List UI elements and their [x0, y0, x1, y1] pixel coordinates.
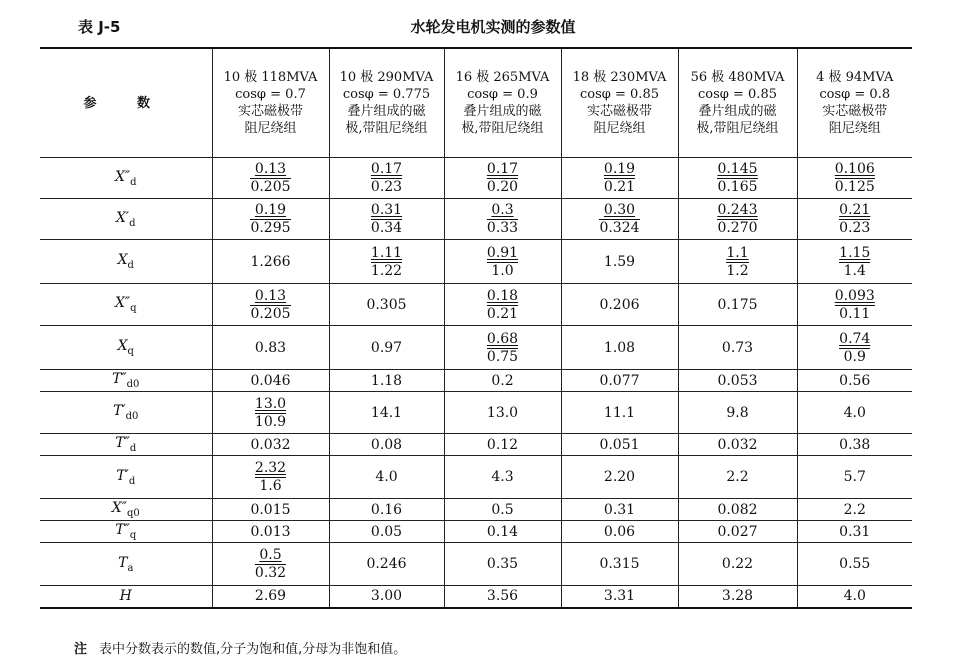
value: 0.053	[717, 372, 758, 389]
value-cell	[797, 240, 912, 284]
value: 0.5	[491, 501, 514, 518]
column-header-line: 10 极 290MVA	[339, 70, 434, 85]
value-cell	[212, 370, 329, 392]
value-cell	[212, 499, 329, 521]
param-cell	[40, 326, 212, 370]
param-name: $T''_q$	[115, 522, 137, 541]
denominator: 10.9	[254, 413, 287, 430]
fraction-value	[604, 161, 635, 195]
fraction-value	[839, 331, 870, 365]
numerator: 0.18	[486, 287, 519, 304]
value: 0.35	[486, 556, 519, 572]
fraction-value	[487, 245, 518, 279]
param-name: $T'_d$	[116, 467, 136, 487]
value-cell	[561, 199, 678, 240]
value: 11.1	[603, 404, 636, 421]
param-name: $X''_q$	[114, 295, 137, 314]
table-number: 表 J-5	[78, 18, 121, 36]
fraction-value	[717, 202, 757, 236]
param-cell	[40, 543, 212, 586]
denominator: 0.34	[370, 220, 403, 236]
value: 3.28	[721, 588, 754, 605]
numerator: 0.17	[486, 161, 519, 177]
column-header-line: cosφ = 0.8	[819, 87, 891, 102]
fraction-value	[726, 245, 748, 279]
value-cell	[678, 543, 797, 586]
value: 0.31	[603, 501, 636, 518]
value-cell	[797, 499, 912, 521]
denominator: 0.205	[250, 179, 291, 195]
fraction-value	[255, 460, 286, 494]
value-cell	[212, 240, 329, 284]
value-cell	[212, 392, 329, 434]
value-cell	[329, 240, 444, 284]
value-cell	[329, 370, 444, 392]
numerator: 0.74	[839, 330, 871, 347]
column-header-line: 叠片组成的磁	[698, 104, 777, 119]
column-header-line: 极,带阻尼绕组	[696, 121, 779, 136]
value-cell	[561, 284, 678, 326]
value-cell	[212, 199, 329, 240]
value-cell	[678, 326, 797, 370]
column-header	[329, 48, 444, 158]
denominator: 0.32	[254, 565, 287, 581]
column-header-line: cosφ = 0.9	[467, 87, 538, 102]
value-cell	[329, 499, 444, 521]
value: 0.206	[599, 296, 640, 313]
value: 0.175	[717, 296, 758, 313]
value: 0.06	[603, 523, 636, 540]
numerator: 1.1	[726, 244, 749, 261]
header-row	[40, 48, 912, 158]
value: 0.2	[491, 372, 514, 389]
value: 2.20	[603, 469, 636, 485]
value-cell	[678, 434, 797, 456]
column-header-line: cosφ = 0.7	[235, 87, 306, 102]
fraction-value	[371, 202, 402, 236]
value: 5.7	[843, 469, 866, 485]
param-name: H	[119, 588, 132, 605]
value-cell	[797, 370, 912, 392]
value: 0.97	[370, 339, 403, 356]
param-cell	[40, 434, 212, 456]
numerator: 0.91	[486, 244, 519, 261]
value-cell	[444, 284, 561, 326]
table-row	[40, 326, 912, 370]
param-name: $T''_{d0}$	[112, 371, 140, 390]
value-cell	[797, 392, 912, 434]
denominator: 0.11	[835, 305, 875, 322]
fraction-value	[371, 245, 402, 279]
value: 0.077	[599, 372, 640, 389]
fraction-value	[250, 161, 290, 195]
value: 0.73	[721, 339, 754, 356]
value-cell	[797, 284, 912, 326]
value: 0.051	[599, 436, 640, 453]
fraction-value	[250, 202, 290, 236]
column-header	[212, 48, 329, 158]
value: 2.2	[843, 501, 866, 518]
table-title: 水轮发电机实测的参数值	[410, 18, 576, 36]
value-cell	[329, 199, 444, 240]
value: 0.032	[717, 436, 758, 453]
column-header-line: cosφ = 0.775	[342, 87, 431, 102]
value: 0.315	[599, 556, 640, 572]
param-cell	[40, 392, 212, 434]
value-cell	[678, 586, 797, 608]
value-cell	[444, 199, 561, 240]
column-header-line: cosφ = 0.85	[580, 87, 659, 102]
numerator: 0.13	[254, 161, 287, 177]
denominator: 0.9	[839, 348, 870, 365]
value: 2.2	[726, 469, 749, 485]
value-cell	[561, 370, 678, 392]
param-name: $X'_d$	[115, 209, 136, 229]
table-row	[40, 543, 912, 586]
value-cell	[678, 499, 797, 521]
column-header-line: cosφ = 0.85	[698, 87, 777, 102]
param-cell	[40, 284, 212, 326]
column-header-line: 实芯磁极带	[822, 104, 888, 119]
param-name: $T'_{d0}$	[113, 403, 139, 422]
numerator: 0.243	[717, 202, 758, 218]
param-cell	[40, 586, 212, 608]
column-header	[444, 48, 561, 158]
denominator: 1.6	[255, 477, 286, 494]
table-row	[40, 158, 912, 199]
value: 0.38	[839, 436, 871, 453]
column-header-line: 极,带阻尼绕组	[345, 121, 428, 136]
fraction-value	[835, 161, 875, 195]
table-row	[40, 499, 912, 521]
value-cell	[561, 456, 678, 499]
value: 2.69	[254, 588, 287, 605]
value-cell	[329, 326, 444, 370]
value-cell	[797, 456, 912, 499]
value-cell	[329, 586, 444, 608]
denominator: 0.205	[250, 305, 291, 322]
param-name: $X_q$	[117, 338, 134, 357]
value: 14.1	[370, 404, 403, 421]
value: 1.266	[250, 253, 291, 270]
value-cell	[561, 158, 678, 199]
value: 0.83	[254, 339, 287, 356]
value-cell	[797, 434, 912, 456]
param-name: $T_a$	[118, 554, 134, 574]
denominator: 0.23	[839, 220, 871, 236]
column-header-line: 阻尼绕组	[593, 121, 646, 136]
value-cell	[678, 158, 797, 199]
numerator: 0.68	[486, 330, 519, 347]
value: 0.12	[486, 436, 519, 453]
numerator: 0.106	[834, 161, 875, 177]
fraction-value	[599, 202, 639, 236]
value: 0.31	[839, 523, 871, 540]
value-cell	[561, 434, 678, 456]
numerator: 2.32	[254, 460, 287, 476]
denominator: 0.23	[370, 179, 403, 195]
denominator: 0.295	[250, 220, 291, 236]
value-cell	[678, 392, 797, 434]
numerator: 0.31	[370, 202, 403, 218]
table-row	[40, 392, 912, 434]
value-cell	[444, 326, 561, 370]
value-cell	[444, 456, 561, 499]
column-header-line: 10 极 118MVA	[223, 70, 318, 85]
column-header-line: 阻尼绕组	[828, 121, 881, 136]
table-note	[74, 638, 406, 657]
numerator: 0.145	[717, 161, 758, 177]
value: 3.56	[486, 588, 519, 605]
value-cell	[444, 392, 561, 434]
column-header	[561, 48, 678, 158]
value-cell	[444, 240, 561, 284]
value-cell	[561, 392, 678, 434]
value-cell	[678, 199, 797, 240]
column-header-line: 实芯磁极带	[586, 104, 652, 119]
fraction-value	[835, 288, 875, 322]
param-name: $T''_d$	[115, 435, 137, 454]
column-header-line: 叠片组成的磁	[463, 104, 542, 119]
value: 0.14	[486, 523, 519, 540]
fraction-value	[717, 161, 757, 195]
denominator: 0.20	[486, 179, 519, 195]
value: 0.013	[250, 523, 291, 540]
fraction-value	[487, 331, 518, 365]
column-header	[678, 48, 797, 158]
fraction-value	[255, 547, 286, 581]
value-cell	[212, 326, 329, 370]
value-cell	[444, 521, 561, 543]
value: 1.18	[370, 372, 403, 389]
note-text: 表中分数表示的数值,分子为饱和值,分母为非饱和值。	[99, 642, 407, 657]
numerator: 1.15	[839, 244, 871, 261]
value-cell	[797, 521, 912, 543]
value: 9.8	[726, 404, 749, 421]
value-cell	[444, 586, 561, 608]
param-name: $X''_{q0}$	[111, 500, 140, 519]
value-cell	[212, 543, 329, 586]
value-cell	[212, 456, 329, 499]
value-cell	[329, 158, 444, 199]
param-cell	[40, 240, 212, 284]
value-cell	[329, 543, 444, 586]
value: 0.55	[839, 556, 871, 572]
value-cell	[678, 521, 797, 543]
numerator: 0.093	[834, 287, 875, 304]
value-cell	[561, 543, 678, 586]
param-cell	[40, 199, 212, 240]
value-cell	[678, 284, 797, 326]
value: 0.22	[721, 556, 754, 572]
value: 0.082	[717, 501, 758, 518]
value: 3.00	[370, 588, 403, 605]
value-cell	[212, 434, 329, 456]
param-cell	[40, 521, 212, 543]
denominator: 0.165	[717, 179, 758, 195]
fraction-value	[839, 202, 870, 236]
numerator: 0.13	[254, 287, 287, 304]
denominator: 1.0	[487, 262, 518, 279]
table-row	[40, 456, 912, 499]
fraction-value	[487, 288, 518, 322]
value-cell	[797, 326, 912, 370]
param-name: $X''_d$	[114, 168, 137, 188]
value: 0.046	[250, 372, 291, 389]
value: 4.0	[843, 588, 866, 605]
value: 0.246	[366, 556, 407, 572]
value: 0.56	[839, 372, 871, 389]
denominator: 1.2	[726, 262, 749, 279]
denominator: 0.21	[486, 305, 519, 322]
param-name: $X_d$	[117, 252, 134, 271]
param-column-header: 参 数	[40, 48, 212, 158]
value-cell	[444, 434, 561, 456]
value: 0.08	[370, 436, 403, 453]
column-header-line: 叠片组成的磁	[347, 104, 426, 119]
fraction-value	[255, 396, 286, 430]
denominator: 0.33	[486, 220, 519, 236]
table-row	[40, 521, 912, 543]
value-cell	[444, 158, 561, 199]
denominator: 0.21	[603, 179, 636, 195]
denominator: 1.22	[370, 262, 403, 279]
value: 4.3	[491, 469, 514, 485]
numerator: 0.5	[259, 547, 282, 563]
table-body	[40, 158, 912, 608]
fraction-value	[487, 161, 518, 195]
value-cell	[329, 392, 444, 434]
value-cell	[329, 521, 444, 543]
value-cell	[329, 456, 444, 499]
param-cell	[40, 370, 212, 392]
value-cell	[797, 586, 912, 608]
value-cell	[797, 199, 912, 240]
numerator: 0.3	[491, 202, 514, 218]
column-header-line: 18 极 230MVA	[572, 70, 667, 85]
param-cell	[40, 158, 212, 199]
column-header-line: 4 极 94MVA	[816, 70, 894, 85]
fraction-value	[487, 202, 518, 236]
numerator: 0.19	[254, 202, 287, 218]
value-cell	[329, 434, 444, 456]
fraction-value	[371, 161, 402, 195]
column-header	[797, 48, 912, 158]
param-cell	[40, 499, 212, 521]
note-label: 注	[74, 642, 88, 657]
value: 0.027	[717, 523, 758, 540]
value: 0.032	[250, 436, 291, 453]
denominator: 0.75	[486, 348, 519, 365]
value: 4.0	[375, 469, 398, 485]
fraction-value	[250, 288, 290, 322]
value-cell	[678, 456, 797, 499]
value: 3.31	[603, 588, 636, 605]
value-cell	[329, 284, 444, 326]
denominator: 0.125	[834, 179, 875, 195]
value: 4.0	[843, 404, 866, 421]
value-cell	[678, 370, 797, 392]
column-header-line: 16 极 265MVA	[455, 70, 550, 85]
table-row	[40, 240, 912, 284]
table-row	[40, 370, 912, 392]
denominator: 0.324	[599, 220, 640, 236]
numerator: 13.0	[254, 395, 287, 412]
column-header-line: 实芯磁极带	[237, 104, 303, 119]
value-cell	[561, 326, 678, 370]
value: 0.305	[366, 296, 407, 313]
column-header-line: 阻尼绕组	[244, 121, 297, 136]
value-cell	[444, 499, 561, 521]
fraction-value	[839, 245, 870, 279]
value-cell	[678, 240, 797, 284]
value: 13.0	[486, 404, 519, 421]
value: 0.05	[370, 523, 403, 540]
column-header-line: 56 极 480MVA	[690, 70, 785, 85]
value: 1.08	[603, 339, 636, 356]
value-cell	[561, 240, 678, 284]
value-cell	[561, 586, 678, 608]
numerator: 0.30	[603, 202, 636, 218]
numerator: 0.19	[603, 161, 636, 177]
table-row	[40, 199, 912, 240]
numerator: 0.17	[370, 161, 403, 177]
param-cell	[40, 456, 212, 499]
column-header-line: 极,带阻尼绕组	[461, 121, 544, 136]
table-header	[78, 16, 908, 42]
numerator: 0.21	[839, 202, 871, 218]
value-cell	[212, 586, 329, 608]
value-cell	[212, 521, 329, 543]
value-cell	[444, 370, 561, 392]
value-cell	[561, 499, 678, 521]
value-cell	[212, 284, 329, 326]
value-cell	[212, 158, 329, 199]
value: 0.015	[250, 501, 291, 518]
value-cell	[444, 543, 561, 586]
value: 0.16	[370, 501, 403, 518]
numerator: 1.11	[370, 244, 403, 261]
table-row	[40, 284, 912, 326]
denominator: 1.4	[839, 262, 870, 279]
value-cell	[797, 543, 912, 586]
value-cell	[561, 521, 678, 543]
table-row	[40, 434, 912, 456]
parameter-table	[40, 47, 912, 609]
denominator: 0.270	[717, 220, 758, 236]
table-row	[40, 586, 912, 608]
value: 1.59	[603, 253, 636, 270]
value-cell	[797, 158, 912, 199]
